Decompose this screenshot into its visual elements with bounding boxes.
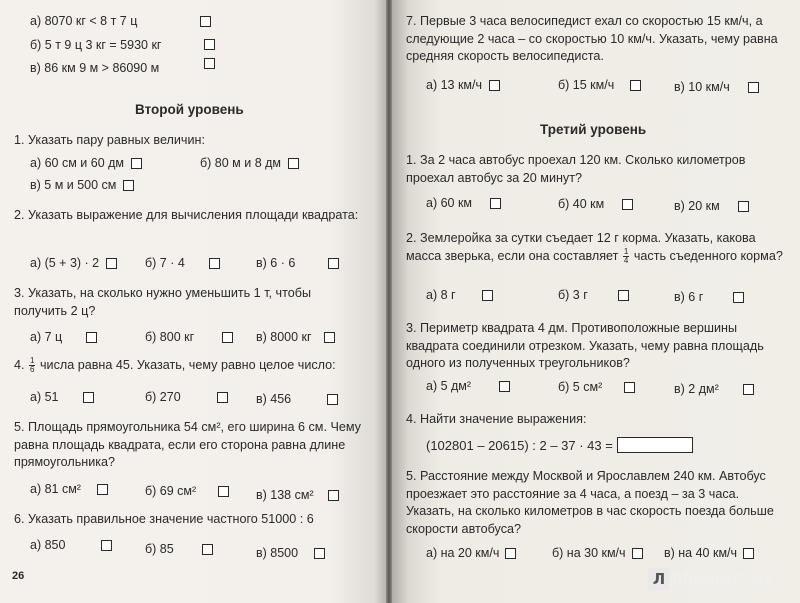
- answer-option: [664, 546, 754, 561]
- question-text: [14, 357, 369, 375]
- fraction: [29, 357, 35, 374]
- checkbox[interactable]: [314, 548, 325, 559]
- answer-option: [30, 256, 117, 271]
- option-line: [30, 61, 159, 76]
- answer-option: [426, 196, 501, 211]
- answer-label: в) 6 · 6: [256, 256, 296, 270]
- answer-label: в) на 40 км/ч: [664, 546, 738, 560]
- watermark-text: абиринт.ру: [672, 569, 774, 589]
- question-text: 4. Найти значение выражения:: [406, 412, 587, 426]
- answer-option: [674, 290, 744, 305]
- question-text: 1. За 2 часа автобус проехал 120 км. Сколько километров проехал автобус за 20 минут?: [406, 153, 746, 185]
- answer-option: [552, 546, 643, 561]
- answer-label: а) 5 дм²: [426, 379, 472, 393]
- answer-option: [558, 78, 641, 93]
- answer-option: [256, 330, 335, 345]
- checkbox[interactable]: [618, 290, 629, 301]
- answer-label: в) 20 км: [674, 199, 720, 213]
- checkbox[interactable]: [328, 490, 339, 501]
- checkbox[interactable]: [83, 392, 94, 403]
- option-line: [30, 14, 137, 29]
- answer-label: б) 69 см²: [145, 484, 197, 498]
- answer-field[interactable]: [617, 437, 693, 453]
- answer-option: [256, 392, 338, 407]
- question-text: 6. Указать правильное значение частного 51000 : 6: [14, 512, 314, 526]
- checkbox[interactable]: [482, 290, 493, 301]
- answer-label: а) 60 см и 60 дм: [30, 156, 125, 170]
- answer-label: б) 40 км: [558, 197, 605, 211]
- section-title: Второй уровень: [135, 102, 244, 117]
- checkbox[interactable]: [743, 548, 754, 559]
- answer-label: в) 5 м и 500 см: [30, 178, 117, 192]
- checkbox[interactable]: [202, 544, 213, 555]
- answer-option: [426, 379, 510, 394]
- answer-label: а) 81 см²: [30, 482, 81, 496]
- question-body: часть съеденного корма?: [633, 248, 783, 263]
- checkbox[interactable]: [632, 548, 643, 559]
- checkbox[interactable]: [328, 258, 339, 269]
- answer-option: [256, 546, 325, 561]
- left-page: [0, 0, 386, 603]
- answer-label: б) 85: [145, 542, 174, 556]
- answer-option: [145, 256, 220, 271]
- answer-option: [558, 197, 633, 212]
- answer-option: [674, 80, 759, 95]
- answer-label: в) 2 дм²: [674, 382, 719, 396]
- question-text: 5. Расстояние между Москвой и Ярославлем 240 км. Автобус проезжает это расстояние за 4 часа, а поезд – за 3 часа. Указать, на сколько километров в час скорость поезда больше скорости автобуса?: [406, 469, 774, 536]
- question-text: 5. Площадь прямоугольника 54 см², его ширина 6 см. Чему равна площадь квадрата, если его сторона равна длине прямоугольника?: [14, 420, 361, 469]
- question-text: 7. Первые 3 часа велосипедист ехал со скоростью 15 км/ч, а следующие 2 часа – со скоростью 10 км/ч. Указать, чему равна средняя скорость велосипедиста.: [406, 14, 778, 63]
- question-text: 3. Указать, на сколько нужно уменьшить 1 т, чтобы получить 2 ц?: [14, 286, 312, 318]
- page-number: 26: [12, 570, 25, 582]
- answer-option: [145, 542, 213, 557]
- answer-label: а) 51: [30, 390, 59, 404]
- answer-option: [426, 288, 493, 303]
- answer-label: б) 7 · 4: [145, 256, 185, 270]
- checkbox[interactable]: [204, 58, 215, 69]
- answer-label: а) 13 км/ч: [426, 78, 483, 92]
- answer-option: [674, 382, 754, 397]
- checkbox[interactable]: [738, 201, 749, 212]
- checkbox[interactable]: [106, 258, 117, 269]
- answer-option: [30, 330, 97, 345]
- labirint-watermark: [648, 568, 792, 594]
- checkbox[interactable]: [624, 382, 635, 393]
- question-text: 1. Указать пару равных величин:: [14, 133, 205, 147]
- answer-option: [145, 330, 233, 345]
- checkbox[interactable]: [748, 82, 759, 93]
- right-page: [392, 0, 800, 603]
- option-text: в) 86 км 9 м > 86090 м: [30, 61, 160, 75]
- question-number: 4.: [14, 358, 25, 372]
- answer-option: [426, 78, 500, 93]
- checkbox[interactable]: [630, 80, 641, 91]
- answer-option: [256, 256, 339, 271]
- answer-option: [30, 390, 94, 405]
- answer-label: в) 6 г: [674, 290, 704, 304]
- checkbox[interactable]: [218, 486, 229, 497]
- answer-label: а) (5 + 3) · 2: [30, 256, 100, 270]
- option-text: б) 5 т 9 ц 3 кг = 5930 кг: [30, 38, 162, 52]
- fraction-numerator: 1: [30, 356, 35, 366]
- checkbox[interactable]: [204, 39, 215, 50]
- answer-option: [558, 380, 635, 395]
- answer-option: [558, 288, 629, 303]
- answer-label: б) 80 м и 8 дм: [200, 156, 282, 170]
- checkbox[interactable]: [324, 332, 335, 343]
- answer-label: а) 8 г: [426, 288, 456, 302]
- answer-label: в) 8500: [256, 546, 299, 560]
- checkbox[interactable]: [222, 332, 233, 343]
- answer-label: б) 270: [145, 390, 181, 404]
- answer-label: а) на 20 км/ч: [426, 546, 500, 560]
- question-text: 3. Периметр квадрата 4 дм. Противоположные вершины квадрата соединили отрезком. Указать, чему равна площадь одного из полученных треугольников?: [406, 321, 764, 370]
- question-body: числа равна 45. Указать, чему равно целое число:: [39, 358, 336, 372]
- answer-option: [145, 484, 229, 499]
- answer-option: [30, 178, 134, 193]
- answer-option: [30, 482, 108, 497]
- answer-option: [426, 546, 516, 561]
- option-text: а) 8070 кг < 8 т 7 ц: [30, 14, 138, 28]
- answer-option: [30, 538, 112, 553]
- answer-label: в) 10 км/ч: [674, 80, 730, 94]
- answer-option: [200, 156, 299, 171]
- answer-label: в) 8000 кг: [256, 330, 312, 344]
- checkbox[interactable]: [200, 16, 211, 27]
- answer-option: [30, 156, 142, 171]
- checkbox[interactable]: [131, 158, 142, 169]
- answer-label: а) 60 км: [426, 196, 473, 210]
- question-text: 2. Указать выражение для вычисления площади квадрата:: [14, 208, 359, 222]
- checkbox[interactable]: [217, 392, 228, 403]
- checkbox[interactable]: [123, 180, 134, 191]
- checkbox[interactable]: [499, 381, 510, 392]
- checkbox[interactable]: [86, 332, 97, 343]
- answer-label: б) 800 кг: [145, 330, 195, 344]
- question-body: 2. Землеройка за сутки съедает 12 г корма. Указать, какова масса зверька, если она составляет: [406, 231, 756, 263]
- fraction-numerator: 1: [623, 246, 629, 256]
- answer-label: б) 5 см²: [558, 380, 603, 394]
- answer-option: [145, 390, 228, 405]
- expression-line: [426, 437, 693, 453]
- answer-option: [674, 199, 749, 214]
- checkbox[interactable]: [733, 292, 744, 303]
- expression: (102801 – 20615) : 2 – 37 · 43 =: [426, 438, 613, 453]
- checkbox[interactable]: [101, 540, 112, 551]
- fraction: [623, 248, 629, 265]
- answer-label: а) 850: [30, 538, 66, 552]
- checkbox[interactable]: [327, 394, 338, 405]
- answer-label: в) 138 см²: [256, 488, 314, 502]
- checkbox[interactable]: [489, 80, 500, 91]
- checkbox[interactable]: [97, 484, 108, 495]
- answer-label: б) 3 г: [558, 288, 588, 302]
- answer-label: в) 456: [256, 392, 292, 406]
- question-text: [406, 230, 786, 265]
- answer-label: б) на 30 км/ч: [552, 546, 626, 560]
- fraction-denominator: 6: [30, 365, 35, 375]
- labirint-logo-icon: Л: [648, 568, 670, 590]
- checkbox[interactable]: [209, 258, 220, 269]
- checkbox[interactable]: [505, 548, 516, 559]
- checkbox[interactable]: [288, 158, 299, 169]
- checkbox[interactable]: [743, 384, 754, 395]
- checkbox[interactable]: [490, 198, 501, 209]
- answer-option: [256, 488, 339, 503]
- option-line: [30, 38, 161, 53]
- fraction-denominator: 4: [623, 255, 629, 265]
- answer-label: б) 15 км/ч: [558, 78, 615, 92]
- checkbox[interactable]: [622, 199, 633, 210]
- section-title: Третий уровень: [540, 122, 647, 137]
- answer-label: а) 7 ц: [30, 330, 63, 344]
